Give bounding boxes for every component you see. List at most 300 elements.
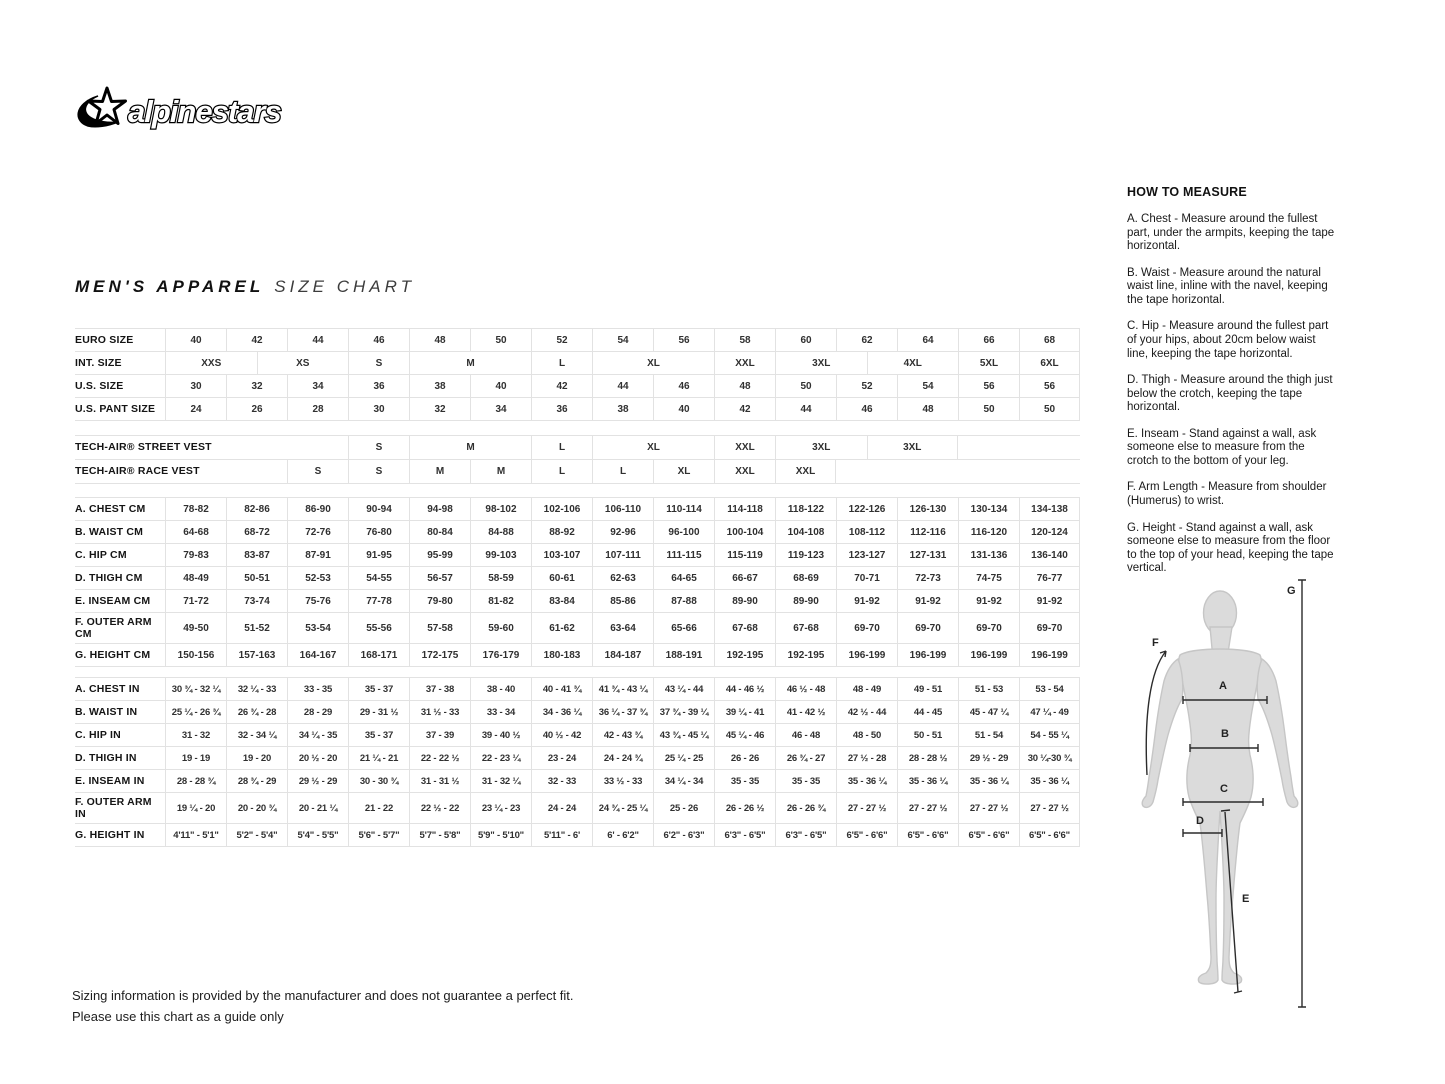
size-cell: 6XL: [1019, 352, 1080, 374]
size-cell: 35 - 37: [348, 678, 409, 700]
size-cell: 26 ¾ - 28: [226, 701, 287, 723]
size-cell: 35 - 36 ¼: [897, 770, 958, 792]
table-row: [75, 328, 1080, 352]
size-cell: 62: [836, 329, 897, 351]
size-cell: 22 ½ - 22: [409, 793, 470, 823]
row-label: INT. SIZE: [75, 356, 122, 369]
size-cell: 164-167: [287, 644, 348, 666]
size-cell: 44: [592, 375, 653, 397]
size-cell: 4XL: [867, 352, 959, 374]
size-cell: 38 - 40: [470, 678, 531, 700]
empty-cell: [257, 436, 349, 459]
size-cell: M: [470, 460, 531, 483]
table-row: [75, 544, 1080, 567]
size-cell: 44: [775, 398, 836, 420]
size-cell: 28 ¾ - 29: [226, 770, 287, 792]
size-cell: S: [348, 436, 409, 459]
size-cell: 25 - 26: [653, 793, 714, 823]
size-cell: 25 ¼ - 26 ¾: [165, 701, 226, 723]
size-cell: 69-70: [1019, 613, 1080, 643]
measure-items: [1127, 213, 1337, 576]
size-cell: M: [409, 352, 531, 374]
row-label: C. HIP CM: [75, 548, 127, 561]
page-title: [75, 277, 415, 297]
size-cell: 82-86: [226, 498, 287, 520]
size-cell: 83-87: [226, 544, 287, 566]
how-to-measure-heading: HOW TO MEASURE: [1127, 185, 1247, 199]
size-cell: L: [531, 436, 592, 459]
size-cell: L: [531, 352, 592, 374]
size-cell: 6'5" - 6'6": [836, 824, 897, 846]
size-cell: 32 - 33: [531, 770, 592, 792]
size-cell: 87-91: [287, 544, 348, 566]
size-cell: 27 - 27 ½: [836, 793, 897, 823]
empty-cell: [958, 436, 1019, 459]
row-label: D. THIGH CM: [75, 571, 143, 584]
size-cell: 51 - 54: [958, 724, 1019, 746]
row-label: TECH-AIR® STREET VEST: [75, 441, 212, 454]
size-cell: 56-57: [409, 567, 470, 589]
size-cell: 69-70: [958, 613, 1019, 643]
size-cell: 50: [470, 329, 531, 351]
size-cell: 46: [836, 398, 897, 420]
size-cell: 20 ½ - 20: [287, 747, 348, 769]
size-cell: 58-59: [470, 567, 531, 589]
size-cell: 32: [226, 375, 287, 397]
size-cell: 38: [592, 398, 653, 420]
size-cell: 34: [470, 398, 531, 420]
size-cell: 6' - 6'2": [592, 824, 653, 846]
size-cell: 50: [775, 375, 836, 397]
size-cell: 116-120: [958, 521, 1019, 543]
size-cell: 34: [287, 375, 348, 397]
row-label: A. CHEST CM: [75, 502, 146, 515]
size-cell: 36: [531, 398, 592, 420]
size-cell: XXS: [165, 352, 257, 374]
size-cell: 35 - 36 ¼: [1019, 770, 1080, 792]
measure-instruction: D. Thigh - Measure around the thigh just below the crotch, keeping the tape horizontal.: [1127, 374, 1333, 414]
size-cell: 54-55: [348, 567, 409, 589]
size-cell: 5'11" - 6': [531, 824, 592, 846]
size-cell: 19 ¼ - 20: [165, 793, 226, 823]
size-cell: 89-90: [714, 590, 775, 612]
size-cell: 68: [1019, 329, 1080, 351]
size-cell: 42 ½ - 44: [836, 701, 897, 723]
size-cell: 48: [714, 375, 775, 397]
size-cell: 36: [348, 375, 409, 397]
size-cell: 44 - 45: [897, 701, 958, 723]
size-cell: 52-53: [287, 567, 348, 589]
size-cell: 67-68: [714, 613, 775, 643]
size-cell: XS: [257, 352, 349, 374]
size-cell: 99-103: [470, 544, 531, 566]
size-cell: M: [409, 436, 531, 459]
size-cell: 184-187: [592, 644, 653, 666]
size-cell: 196-199: [836, 644, 897, 666]
size-cell: 168-171: [348, 644, 409, 666]
size-cell: 46 ½ - 48: [775, 678, 836, 700]
row-label: B. WAIST CM: [75, 525, 144, 538]
size-cell: 48-49: [165, 567, 226, 589]
size-cell: 131-136: [958, 544, 1019, 566]
empty-cell: [165, 436, 257, 459]
label-waist: B: [1221, 728, 1229, 740]
size-cell: 53-54: [287, 613, 348, 643]
size-cell: 28: [287, 398, 348, 420]
size-cell: 21 ¼ - 21: [348, 747, 409, 769]
size-cell: 78-82: [165, 498, 226, 520]
size-cell: 35 - 37: [348, 724, 409, 746]
size-cell: 130-134: [958, 498, 1019, 520]
size-cell: 80-84: [409, 521, 470, 543]
size-cell: 46: [653, 375, 714, 397]
size-cell: 53 - 54: [1019, 678, 1080, 700]
size-cell: 19 - 20: [226, 747, 287, 769]
size-cell: 79-80: [409, 590, 470, 612]
row-label: E. INSEAM CM: [75, 594, 151, 607]
size-cell: 120-124: [1019, 521, 1080, 543]
row-label: C. HIP IN: [75, 728, 121, 741]
size-cell: 32 ¼ - 33: [226, 678, 287, 700]
size-cell: 39 ¼ - 41: [714, 701, 775, 723]
size-cell: 64: [897, 329, 958, 351]
size-cell: 71-72: [165, 590, 226, 612]
title-sub: SIZE CHART: [274, 277, 415, 296]
table-row: [75, 747, 1080, 770]
size-cell: 25 ¼ - 25: [653, 747, 714, 769]
disclaimer: [72, 985, 574, 1027]
label-inseam: E: [1242, 893, 1250, 905]
size-cell: 67-68: [775, 613, 836, 643]
size-cell: 150-156: [165, 644, 226, 666]
size-cell: 6'5" - 6'6": [1019, 824, 1080, 846]
size-cell: 35 - 35: [775, 770, 836, 792]
height-measure-line: [1298, 580, 1306, 1007]
size-cell: 45 ¼ - 46: [714, 724, 775, 746]
size-cell: 42: [226, 329, 287, 351]
size-cell: 6'5" - 6'6": [897, 824, 958, 846]
size-table-rows: [75, 328, 1080, 847]
size-cell: 115-119: [714, 544, 775, 566]
size-cell: XXL: [714, 352, 775, 374]
size-cell: 56: [958, 375, 1019, 397]
size-cell: 6'3" - 6'5": [775, 824, 836, 846]
size-cell: 49 - 51: [897, 678, 958, 700]
size-cell: 68-72: [226, 521, 287, 543]
size-cell: 196-199: [958, 644, 1019, 666]
empty-cell: [1019, 436, 1080, 459]
size-cell: 75-76: [287, 590, 348, 612]
size-cell: 28 - 28 ¾: [165, 770, 226, 792]
size-cell: 40: [165, 329, 226, 351]
size-cell: 136-140: [1019, 544, 1080, 566]
size-cell: 40 - 41 ¾: [531, 678, 592, 700]
size-cell: 89-90: [775, 590, 836, 612]
size-cell: 172-175: [409, 644, 470, 666]
empty-cell: [165, 460, 226, 483]
size-cell: 122-126: [836, 498, 897, 520]
size-cell: 92-96: [592, 521, 653, 543]
size-cell: 29 ½ - 29: [958, 747, 1019, 769]
size-cell: 118-122: [775, 498, 836, 520]
size-cell: 102-106: [531, 498, 592, 520]
size-cell: 42: [714, 398, 775, 420]
size-cell: 110-114: [653, 498, 714, 520]
size-cell: 33 - 34: [470, 701, 531, 723]
size-cell: 3XL: [775, 352, 867, 374]
alpinestars-star-icon: [78, 88, 125, 127]
size-cell: 114-118: [714, 498, 775, 520]
size-cell: 81-82: [470, 590, 531, 612]
disclaimer-line1: Sizing information is provided by the manufacturer and does not guarantee a perfect fit.: [72, 988, 574, 1003]
size-cell: 50: [1019, 398, 1080, 420]
alpinestars-logo: [72, 80, 332, 142]
size-cell: 44: [287, 329, 348, 351]
size-cell: 196-199: [1019, 644, 1080, 666]
size-cell: 20 - 21 ¼: [287, 793, 348, 823]
label-thigh: D: [1196, 815, 1204, 827]
size-cell: 23 ¼ - 23: [470, 793, 531, 823]
size-cell: 23 - 24: [531, 747, 592, 769]
size-cell: 48 - 49: [836, 678, 897, 700]
size-cell: L: [592, 460, 653, 483]
empty-cell: [958, 460, 1019, 483]
measure-instruction: F. Arm Length - Measure from shoulder (Humerus) to wrist.: [1127, 481, 1327, 507]
size-cell: XL: [653, 460, 714, 483]
size-cell: 6'5" - 6'6": [958, 824, 1019, 846]
size-cell: 72-76: [287, 521, 348, 543]
size-cell: 91-92: [958, 590, 1019, 612]
size-cell: 5XL: [958, 352, 1019, 374]
size-cell: 42 - 43 ¾: [592, 724, 653, 746]
measure-instruction: C. Hip - Measure around the fullest part of your hips, about 20cm below waist line, keeping the tape horizontal.: [1127, 320, 1329, 360]
size-cell: 119-123: [775, 544, 836, 566]
row-label: U.S. SIZE: [75, 379, 124, 392]
size-cell: 5'9" - 5'10": [470, 824, 531, 846]
table-row: [75, 567, 1080, 590]
size-cell: 127-131: [897, 544, 958, 566]
size-cell: 108-112: [836, 521, 897, 543]
table-row: [75, 521, 1080, 544]
size-cell: 37 ¾ - 39 ¼: [653, 701, 714, 723]
table-section-gap: [75, 484, 1080, 497]
label-hip: C: [1220, 783, 1228, 795]
size-cell: 40 ½ - 42: [531, 724, 592, 746]
size-cell: 41 - 42 ½: [775, 701, 836, 723]
size-cell: 66-67: [714, 567, 775, 589]
size-cell: 90-94: [348, 498, 409, 520]
row-label: G. HEIGHT IN: [75, 828, 145, 841]
size-cell: 35 - 35: [714, 770, 775, 792]
size-cell: 6'2" - 6'3": [653, 824, 714, 846]
row-label: G. HEIGHT CM: [75, 648, 151, 661]
size-cell: 46 - 48: [775, 724, 836, 746]
table-row: [75, 677, 1080, 701]
size-cell: 55-56: [348, 613, 409, 643]
size-cell: 27 ½ - 28: [836, 747, 897, 769]
title-main: MEN'S APPAREL: [75, 277, 265, 296]
size-cell: 180-183: [531, 644, 592, 666]
size-cell: 34 ¼ - 34: [653, 770, 714, 792]
size-cell: 51 - 53: [958, 678, 1019, 700]
size-cell: 58: [714, 329, 775, 351]
size-cell: 5'2" - 5'4": [226, 824, 287, 846]
table-row: [75, 352, 1080, 375]
size-cell: 48: [409, 329, 470, 351]
size-cell: 50: [958, 398, 1019, 420]
size-cell: 30 ¾ - 32 ¼: [165, 678, 226, 700]
size-cell: M: [409, 460, 470, 483]
size-cell: 5'7" - 5'8": [409, 824, 470, 846]
table-row: [75, 460, 1080, 484]
size-cell: 24 - 24 ¾: [592, 747, 653, 769]
size-cell: 95-99: [409, 544, 470, 566]
size-cell: 35 - 36 ¼: [836, 770, 897, 792]
size-cell: 196-199: [897, 644, 958, 666]
size-cell: 44 - 46 ½: [714, 678, 775, 700]
size-cell: 96-100: [653, 521, 714, 543]
size-cell: 33 ½ - 33: [592, 770, 653, 792]
size-cell: XL: [592, 436, 714, 459]
size-cell: 57-58: [409, 613, 470, 643]
size-cell: 32: [409, 398, 470, 420]
measure-instruction: G. Height - Stand against a wall, ask someone else to measure from the floor to the top of your head, keeping the tape vertical.: [1127, 521, 1334, 575]
disclaimer-line2: Please use this chart as a guide only: [72, 1009, 284, 1024]
size-cell: 52: [836, 375, 897, 397]
size-cell: 112-116: [897, 521, 958, 543]
size-cell: 56: [1019, 375, 1080, 397]
row-label: E. INSEAM IN: [75, 774, 145, 787]
table-row: [75, 435, 1080, 460]
table-row: [75, 398, 1080, 421]
size-cell: 66: [958, 329, 1019, 351]
size-cell: 54: [897, 375, 958, 397]
empty-cell: [226, 460, 287, 483]
size-cell: 83-84: [531, 590, 592, 612]
size-cell: 26 - 26: [714, 747, 775, 769]
size-cell: 50-51: [226, 567, 287, 589]
size-cell: 63-64: [592, 613, 653, 643]
size-cell: 100-104: [714, 521, 775, 543]
size-cell: 64-68: [165, 521, 226, 543]
size-cell: 5'4" - 5'5": [287, 824, 348, 846]
table-row: [75, 770, 1080, 793]
size-cell: 94-98: [409, 498, 470, 520]
size-cell: 188-191: [653, 644, 714, 666]
size-cell: 27 - 27 ½: [958, 793, 1019, 823]
size-cell: 104-108: [775, 521, 836, 543]
size-cell: 4'11" - 5'1": [165, 824, 226, 846]
size-cell: XXL: [714, 460, 775, 483]
size-cell: 69-70: [897, 613, 958, 643]
size-cell: 70-71: [836, 567, 897, 589]
size-cell: 24: [165, 398, 226, 420]
size-cell: 85-86: [592, 590, 653, 612]
size-cell: 111-115: [653, 544, 714, 566]
size-cell: 98-102: [470, 498, 531, 520]
size-cell: 29 ½ - 29: [287, 770, 348, 792]
size-cell: XXL: [775, 460, 836, 483]
logo-wordmark: alpinestars: [128, 94, 281, 129]
size-cell: 28 - 28 ½: [897, 747, 958, 769]
size-cell: 30 - 30 ¾: [348, 770, 409, 792]
size-cell: 86-90: [287, 498, 348, 520]
size-cell: 3XL: [775, 436, 867, 459]
size-cell: 26 ¾ - 27: [775, 747, 836, 769]
size-cell: 34 - 36 ¼: [531, 701, 592, 723]
measurement-figure: [1130, 575, 1445, 1015]
size-cell: S: [348, 460, 409, 483]
table-row: [75, 724, 1080, 747]
size-cell: 76-77: [1019, 567, 1080, 589]
size-cell: 91-92: [1019, 590, 1080, 612]
table-row: [75, 824, 1080, 847]
table-row: [75, 375, 1080, 398]
size-cell: 28 - 29: [287, 701, 348, 723]
size-cell: 22 - 22 ½: [409, 747, 470, 769]
size-cell: 36 ¼ - 37 ¾: [592, 701, 653, 723]
table-row: [75, 497, 1080, 521]
size-cell: 88-92: [531, 521, 592, 543]
table-row: [75, 613, 1080, 644]
size-cell: 49-50: [165, 613, 226, 643]
row-label: B. WAIST IN: [75, 705, 138, 718]
size-cell: 48: [897, 398, 958, 420]
size-cell: 157-163: [226, 644, 287, 666]
size-cell: 192-195: [714, 644, 775, 666]
table-row: [75, 793, 1080, 824]
label-arm-length: F: [1152, 637, 1159, 649]
size-cell: 79-83: [165, 544, 226, 566]
size-cell: 91-92: [897, 590, 958, 612]
size-cell: S: [287, 460, 348, 483]
size-cell: 60-61: [531, 567, 592, 589]
size-cell: 60: [775, 329, 836, 351]
size-cell: 50 - 51: [897, 724, 958, 746]
size-cell: S: [348, 352, 409, 374]
size-cell: 33 - 35: [287, 678, 348, 700]
size-cell: 52: [531, 329, 592, 351]
size-cell: 91-92: [836, 590, 897, 612]
size-cell: XXL: [714, 436, 775, 459]
size-cell: 56: [653, 329, 714, 351]
size-cell: 64-65: [653, 567, 714, 589]
size-cell: 22 - 23 ¼: [470, 747, 531, 769]
table-row: [75, 644, 1080, 667]
row-label: EURO SIZE: [75, 333, 134, 346]
size-cell: 103-107: [531, 544, 592, 566]
size-cell: 40: [653, 398, 714, 420]
row-label: D. THIGH IN: [75, 751, 137, 764]
size-cell: 31 - 32 ¼: [470, 770, 531, 792]
size-cell: 43 ¼ - 44: [653, 678, 714, 700]
size-cell: 30: [165, 375, 226, 397]
size-cell: 65-66: [653, 613, 714, 643]
size-cell: 32 - 34 ¼: [226, 724, 287, 746]
size-cell: 30 ¼-30 ¾: [1019, 747, 1080, 769]
table-section-gap: [75, 667, 1080, 677]
size-cell: 74-75: [958, 567, 1019, 589]
measure-instruction: A. Chest - Measure around the fullest part, under the armpits, keeping the tape horizontal.: [1127, 213, 1335, 253]
row-label: TECH-AIR® RACE VEST: [75, 465, 200, 478]
table-row: [75, 701, 1080, 724]
size-table: [75, 328, 1080, 847]
row-label: A. CHEST IN: [75, 682, 140, 695]
size-cell: 77-78: [348, 590, 409, 612]
size-cell: 59-60: [470, 613, 531, 643]
size-cell: 37 - 39: [409, 724, 470, 746]
label-height: G: [1287, 585, 1296, 597]
